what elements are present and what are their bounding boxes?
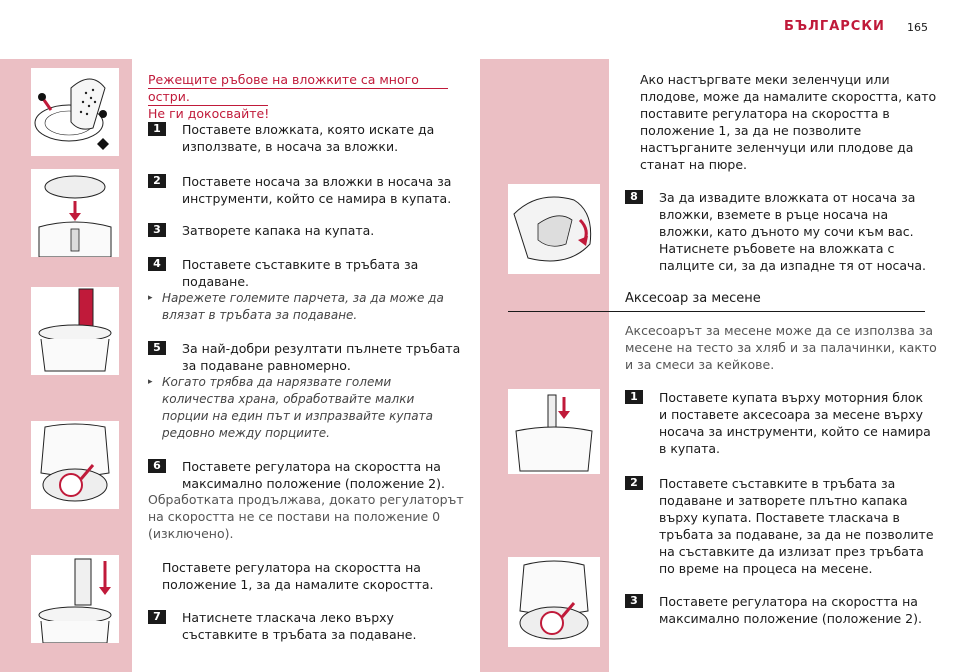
speed-knob-kneading-icon [508, 557, 600, 647]
step-text-3: Затворете капака на купата. [182, 223, 375, 238]
warning-text: Режещите ръбове на вложките са много остри. Не ги докосвайте! [148, 72, 419, 121]
feed-tube-icon [31, 287, 119, 375]
figure-speed-knob-kneading [508, 557, 600, 647]
step-number-8: 8 [625, 190, 643, 204]
step-text-7: Натиснете тласкача леко върху съставките в тръбата за подаване. [182, 610, 417, 642]
step-number-6: 6 [148, 459, 166, 473]
page-number: 165 [907, 21, 928, 34]
figure-grating-disc [31, 68, 119, 156]
section-divider [508, 311, 925, 312]
step-number-5: 5 [148, 341, 166, 355]
step-number-2: 2 [148, 174, 166, 188]
step-text-5: За най-добри резултати пълнете тръбата за подаване равномерно. [182, 341, 461, 373]
section-title: Аксесоар за месене [625, 291, 761, 306]
note-text-4: Нарежете големите парчета, за да може да влязат в тръбата за подаване. [162, 291, 444, 322]
paragraph-processing: Обработката продължава, докато регулаторът на скоростта не се постави на положение 0 (изключено). [148, 492, 464, 541]
kneading-step-text-3: Поставете регулатора на скоростта на максимално положение (положение 2). [659, 594, 922, 626]
figure-feed-tube [31, 287, 119, 375]
pusher-icon [31, 555, 119, 643]
figure-disc-in-holder [31, 169, 119, 257]
kneading-step-number-2: 2 [625, 476, 643, 490]
paragraph-reduce-speed: Поставете регулатора на скоростта на положение 1, за да намалите скоростта. [162, 560, 434, 592]
step-text-8: За да извадите вложката от носача за вложки, вземете в ръце носача на вложки, като дъното му сочи към вас. Натиснете ръбовете на вложката с палците си, за да изпадне тя от носача. [659, 190, 927, 273]
warning-underline [148, 88, 448, 89]
speed-knob-icon [31, 421, 119, 509]
note-bullet-4: ▸ [148, 293, 153, 303]
step-number-4: 4 [148, 257, 166, 271]
kneading-accessory-icon [508, 389, 600, 474]
figure-speed-knob-max [31, 421, 119, 509]
disc-holder-icon [31, 169, 119, 257]
step-text-2: Поставете носача за вложки в носача за инструменти, който се намира в купата. [182, 174, 452, 206]
intro-soft-vegetables: Ако настъргвате меки зеленчуци или плодове, може да намалите скоростта, като поставите регулатора на скоростта в положение 1, за да не позволите настърганите зеленчуци или плодове да станат на пюре. [640, 72, 937, 172]
step-number-7: 7 [148, 610, 166, 624]
step-number-3: 3 [148, 223, 166, 237]
disc-blade-icon [31, 68, 119, 156]
figure-pusher [31, 555, 119, 643]
figure-remove-disc [508, 184, 600, 274]
step-text-1: Поставете вложката, която искате да използвате, в носача за вложки. [182, 122, 435, 154]
remove-disc-icon [508, 184, 600, 274]
section-intro: Аксесоарът за месене може да се използва за месене на тесто за хляб и за палачинки, както и за смеси за кейкове. [625, 323, 937, 372]
warning-underline-2 [148, 105, 268, 106]
figure-kneading-accessory [508, 389, 600, 474]
kneading-step-text-1: Поставете купата върху моторния блок и поставете аксесоара за месене върху носача за инструменти, който се намира в купата. [659, 390, 931, 456]
kneading-step-number-1: 1 [625, 390, 643, 404]
language-title: БЪЛГАРСКИ [784, 19, 885, 34]
note-bullet-5: ▸ [148, 377, 153, 387]
step-text-6: Поставете регулатора на скоростта на максимално положение (положение 2). [182, 459, 445, 491]
note-text-5: Когато трябва да нарязвате големи количества храна, обработвайте малки порции на един път и изпразвайте купата редовно между порциите. [162, 375, 433, 440]
step-text-4: Поставете съставките в тръбата за подаване. [182, 257, 419, 289]
kneading-step-number-3: 3 [625, 594, 643, 608]
kneading-step-text-2: Поставете съставките в тръбата за подаване и затворете плътно капака върху купата. Поставете тласкача в тръбата за подаване, за да не позволите на съставките да излизат през тръбата по време на процеса на месене. [659, 476, 934, 576]
step-number-1: 1 [148, 122, 166, 136]
